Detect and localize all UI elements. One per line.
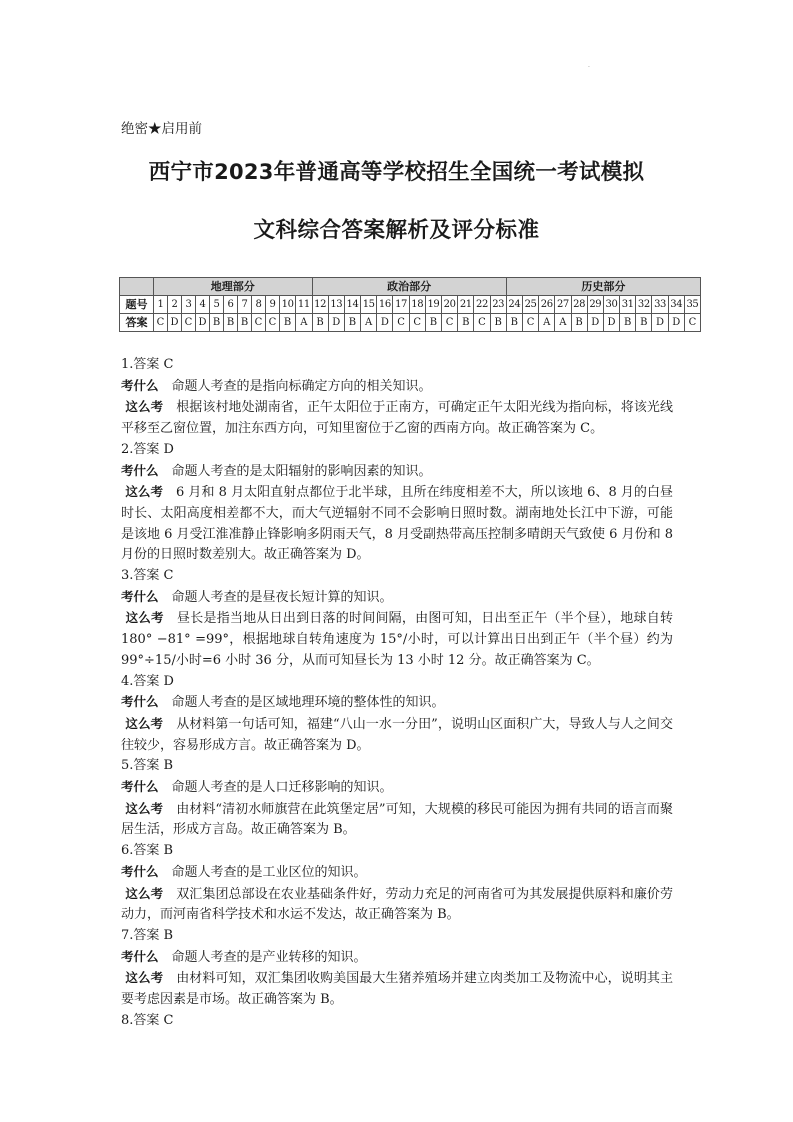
answer-explanations xyxy=(121,355,673,1032)
answer-cell: D xyxy=(587,314,603,332)
how-text: 由材料“清初水师旗营在此筑堡定居”可知，大规模的移民可能因为拥有共同的语言而聚居生活，形成方言岛。故正确答案为 B。 xyxy=(121,801,673,838)
answer-cell: B xyxy=(425,314,441,332)
answer-cell: B xyxy=(571,314,587,332)
how-text: 双汇集团总部设在农业基础条件好，劳动力充足的河南省可为其发展提供原料和廉价劳动力，而河南省科学技术和水运不发达，故正确答案为 B。 xyxy=(121,886,673,923)
how-tag: 这么考 xyxy=(121,399,164,415)
answer-line: 3.答案 C xyxy=(121,568,174,584)
answer-cell: B xyxy=(344,314,360,332)
answer-line: 6.答案 B xyxy=(121,843,174,859)
question-number-cell: 16 xyxy=(377,296,393,314)
question-number-cell: 31 xyxy=(620,296,636,314)
question-number-cell: 17 xyxy=(393,296,409,314)
question-number-cell: 2 xyxy=(168,296,182,314)
what-tag: 考什么 xyxy=(121,588,159,604)
question-number-cell: 24 xyxy=(506,296,522,314)
answer-cell: C xyxy=(266,314,280,332)
answer-cell: A xyxy=(555,314,571,332)
question-number-cell: 23 xyxy=(490,296,506,314)
page-title: 西宁市2023年普通高等学校招生全国统一考试模拟 xyxy=(148,160,645,185)
how-tag: 这么考 xyxy=(121,885,164,901)
how-line xyxy=(121,608,673,671)
answer-cell: D xyxy=(377,314,393,332)
question-number-cell: 1 xyxy=(154,296,168,314)
answer-cell: B xyxy=(312,314,328,332)
answer-cell: C xyxy=(182,314,196,332)
answer-cell: C xyxy=(684,314,700,332)
how-text: 根据该村地处湖南省，正午太阳位于正南方，可确定正午太阳光线为指向标，将该光线平移至乙窗位置，加注东西方向，可知里窗位于乙窗的西南方向。故正确答案为 C。 xyxy=(121,400,673,437)
what-text: 命题人考查的是工业区位的知识。 xyxy=(158,864,367,880)
answer-cell: A xyxy=(296,314,312,332)
answer-cell: D xyxy=(668,314,684,332)
answer-line: 7.答案 B xyxy=(121,927,174,943)
question-number-cell: 21 xyxy=(458,296,474,314)
answer-cell: B xyxy=(458,314,474,332)
question-number-cell: 22 xyxy=(474,296,490,314)
how-line xyxy=(121,482,673,566)
scan-dot: . xyxy=(588,62,590,69)
section-header: 历史部分 xyxy=(506,278,700,296)
how-tag: 这么考 xyxy=(121,484,163,500)
how-text: 由材料可知，双汇集团收购美国最大生猪养殖场并建立肉类加工及物流中心，说明其主要考虑因素是市场。故正确答案为 B。 xyxy=(121,971,673,1008)
section-header-row xyxy=(120,278,701,296)
answer-cell: B xyxy=(620,314,636,332)
what-tag: 考什么 xyxy=(121,377,159,393)
answer-cell: A xyxy=(539,314,555,332)
what-text: 命题人考查的是指向标确定方向的相关知识。 xyxy=(158,378,432,394)
answer-cell: C xyxy=(252,314,266,332)
what-line xyxy=(121,947,673,969)
row-label-answer: 答案 xyxy=(120,314,154,332)
question-number-cell: 8 xyxy=(252,296,266,314)
question-number-cell: 13 xyxy=(328,296,344,314)
answer-cell: D xyxy=(652,314,668,332)
question-number-cell: 3 xyxy=(182,296,196,314)
answer-table xyxy=(119,277,701,332)
question-number-cell: 10 xyxy=(280,296,296,314)
answer-cell: B xyxy=(224,314,238,332)
table-corner-cell xyxy=(120,278,154,296)
section-header: 地理部分 xyxy=(154,278,313,296)
question-number-cell: 7 xyxy=(238,296,252,314)
what-text: 命题人考查的是昼夜长短计算的知识。 xyxy=(158,589,393,605)
question-number-cell: 28 xyxy=(571,296,587,314)
question-number-cell: 30 xyxy=(603,296,619,314)
answer-cell: C xyxy=(154,314,168,332)
what-tag: 考什么 xyxy=(121,462,159,478)
question-number-cell: 9 xyxy=(266,296,280,314)
answer-line: 5.答案 B xyxy=(121,758,174,774)
question-number-cell: 26 xyxy=(539,296,555,314)
how-line xyxy=(121,397,673,439)
question-number-cell: 33 xyxy=(652,296,668,314)
what-line xyxy=(121,692,673,714)
section-header: 政治部分 xyxy=(312,278,506,296)
answer-cell: B xyxy=(280,314,296,332)
question-number-row xyxy=(120,296,701,314)
answer-line: 4.答案 D xyxy=(121,673,174,689)
how-tag: 这么考 xyxy=(121,970,164,986)
question-number-cell: 27 xyxy=(555,296,571,314)
question-number-cell: 18 xyxy=(409,296,425,314)
how-tag: 这么考 xyxy=(121,610,164,626)
how-text: 昼长是指当地从日出到日落的时间间隔，由图可知，日出至正午（半个昼），地球自转 180° −81° =99°，根据地球自转角速度为 15°/小时，可以计算出日出到正午（半个昼）约为 99°÷15/小时=6 小时 36 分，从而可知昼长为 13 小时 12 分。故正确答案为 C。 xyxy=(121,611,673,668)
what-text: 命题人考查的是区域地理环境的整体性的知识。 xyxy=(158,695,445,711)
question-number-cell: 29 xyxy=(587,296,603,314)
answer-cell: B xyxy=(210,314,224,332)
what-line xyxy=(121,587,673,609)
what-tag: 考什么 xyxy=(121,694,159,710)
answer-cell: B xyxy=(238,314,252,332)
answer-cell: A xyxy=(361,314,377,332)
question-number-cell: 32 xyxy=(636,296,652,314)
answer-cell: C xyxy=(522,314,538,332)
answer-cell: C xyxy=(393,314,409,332)
what-tag: 考什么 xyxy=(121,863,159,879)
how-line xyxy=(121,799,673,841)
question-number-cell: 14 xyxy=(344,296,360,314)
answer-line: 8.答案 C xyxy=(121,1012,174,1028)
question-number-cell: 19 xyxy=(425,296,441,314)
confidential-label: 绝密★启用前 xyxy=(121,121,202,137)
what-line xyxy=(121,461,673,483)
answer-row xyxy=(120,314,701,332)
how-line xyxy=(121,714,673,756)
question-number-cell: 6 xyxy=(224,296,238,314)
what-line xyxy=(121,777,673,799)
what-text: 命题人考查的是人口迁移影响的知识。 xyxy=(158,780,393,796)
page-subtitle: 文科综合答案解析及评分标准 xyxy=(253,218,540,243)
how-tag: 这么考 xyxy=(121,800,164,816)
answer-cell: C xyxy=(409,314,425,332)
what-line xyxy=(121,862,673,884)
question-number-cell: 35 xyxy=(684,296,700,314)
answer-cell: C xyxy=(442,314,458,332)
how-text: 6 月和 8 月太阳直射点都位于北半球，且所在纬度相差不大，所以该地 6、8 月的白昼时长、太阳高度相差都不大，而大气逆辐射不同不会影响日照时数。湖南地处长江中下游，可能是该地 6 月受江淮准静止锋影响多阴雨天气，8 月受副热带高压控制多晴朗天气致使 6 月份和 8 月份的日照时数差别大。故正确答案为 D。 xyxy=(121,485,673,563)
answer-cell: D xyxy=(328,314,344,332)
row-label-number: 题号 xyxy=(120,296,154,314)
question-number-cell: 12 xyxy=(312,296,328,314)
question-number-cell: 34 xyxy=(668,296,684,314)
answer-cell: B xyxy=(636,314,652,332)
what-tag: 考什么 xyxy=(121,779,159,795)
how-line xyxy=(121,884,673,926)
answer-cell: D xyxy=(196,314,210,332)
answer-cell: B xyxy=(506,314,522,332)
how-text: 从材料第一句话可知，福建“八山一水一分田”，说明山区面积广大，导致人与人之间交往较少，容易形成方言。故正确答案为 D。 xyxy=(121,716,673,753)
what-tag: 考什么 xyxy=(121,948,159,964)
question-number-cell: 25 xyxy=(522,296,538,314)
how-tag: 这么考 xyxy=(121,715,164,731)
answer-cell: B xyxy=(490,314,506,332)
question-number-cell: 15 xyxy=(361,296,377,314)
what-text: 命题人考查的是产业转移的知识。 xyxy=(158,949,367,965)
question-number-cell: 4 xyxy=(196,296,210,314)
question-number-cell: 20 xyxy=(442,296,458,314)
how-line xyxy=(121,968,673,1010)
answer-cell: D xyxy=(603,314,619,332)
answer-cell: C xyxy=(474,314,490,332)
answer-cell: D xyxy=(168,314,182,332)
answer-line: 1.答案 C xyxy=(121,357,174,372)
answer-line: 2.答案 D xyxy=(121,441,174,457)
question-number-cell: 11 xyxy=(296,296,312,314)
what-text: 命题人考查的是太阳辐射的影响因素的知识。 xyxy=(158,463,432,479)
question-number-cell: 5 xyxy=(210,296,224,314)
what-line xyxy=(121,376,673,398)
